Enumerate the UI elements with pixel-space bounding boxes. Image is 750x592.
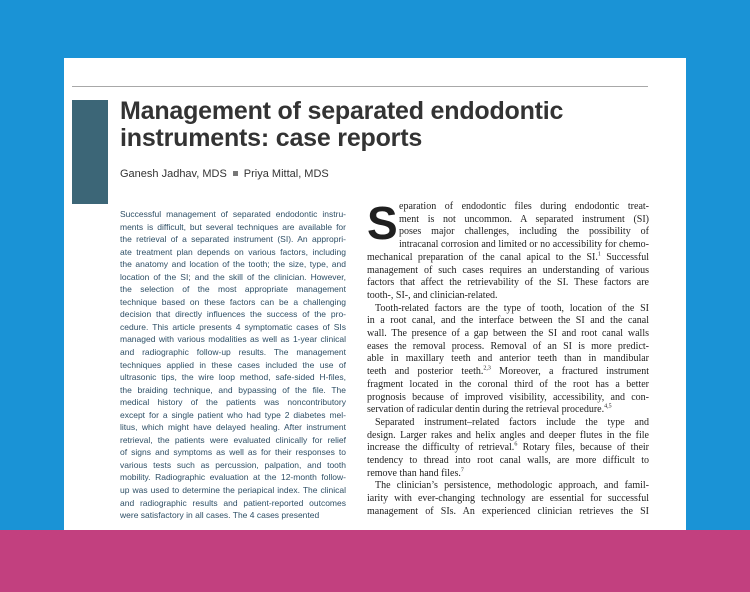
abstract-line: up was used to determine the periapical index. The clinical — [120, 485, 346, 496]
body-line: iarity with ever-changing technology are essential for successful — [367, 493, 649, 505]
body-line: prognosis because of improved visibility, accessibility, and con- — [367, 391, 649, 403]
body-line: wall. The presence of a gap between the SI and root canal walls — [367, 328, 649, 340]
body-line: eases the removal process. Removal of an SI is more predict- — [367, 340, 649, 352]
body-line: Tooth-related factors are the type of tooth, location of the SI — [375, 302, 649, 314]
body-line: The clinician’s persistence, methodologic approach, and famil- — [375, 480, 649, 492]
body-line: in a root canal, and the interface between the SI and the canal — [367, 315, 649, 327]
body-line: factors that affect the retrievability of the SI. These factors are — [367, 277, 649, 289]
body-line: intracanal corrosion and limited or no accessibility for chemo- — [399, 239, 649, 251]
body-line: able in maxillary teeth and anterior teeth than in mandibular — [367, 353, 649, 365]
section-tab — [72, 100, 108, 204]
abstract-line: cedure. This article presents 4 symptomatic cases of SIs — [120, 321, 346, 332]
title-line-2: instruments: case reports — [120, 124, 423, 152]
abstract-line: Successful management of separated endodontic instru- — [120, 209, 346, 219]
article-page — [64, 58, 686, 538]
abstract-line: of signs and symptoms as well as for their responses to — [120, 447, 346, 458]
abstract-line: except for a single patient who had type 2 diabetes mel- — [120, 409, 346, 420]
abstract-line: were satisfactory in all cases. The 4 cases presented — [120, 510, 320, 521]
abstract-line: managed with various modalities as well as 1-year clinical — [120, 334, 346, 345]
body-text — [367, 197, 649, 519]
abstract-line: the retrieval of a separated instrument (SI). An appropri- — [120, 234, 346, 245]
body-line: design. Larger rakes and helix angles and deeper flutes in the file — [367, 429, 649, 441]
body-line: increase the difficulty of retrieval.$^6$ Rotary files, because of their — [367, 442, 649, 454]
drop-cap: S — [367, 197, 398, 249]
abstract-line: the anatomy and location of the tooth; the size, type, and — [120, 259, 346, 270]
body-line: Separated instrument–related factors include the type and — [375, 416, 649, 428]
body-line: teeth and posterior teeth.$^{2,3}$ Moreover, a fractured instrument — [367, 365, 649, 378]
body-line: tooth-, SI-, and clinician-related. — [367, 289, 498, 301]
body-line: mechanical preparation of the canal apical to the SI.$^1$ Successful — [367, 251, 649, 263]
author-1: Ganesh Jadhav, MDS — [120, 168, 227, 180]
body-line: management of SIs. An experienced clinician retrieves the SI — [367, 505, 649, 517]
abstract-line: location of the SI; and the skill of the clinician. However, — [120, 271, 346, 282]
body-line: remove than hand files.$^7$ — [367, 467, 464, 479]
abstract-line: techniques applied in these cases included the use of — [120, 359, 346, 370]
body-line: servation of radicular dentin during the retrieval procedure.$^{4,5}$ — [367, 403, 612, 416]
title-line-1: Management of separated endodontic — [120, 97, 564, 125]
header-rule — [72, 86, 648, 87]
body-line: fragment located in the coronal third of the root has a better — [367, 378, 649, 390]
body-line: ment is not uncommon. A separated instrument (SI) — [399, 213, 649, 225]
abstract-line: ments is difficult, but several techniques are available for — [120, 221, 346, 232]
abstract-line: the selection of the most appropriate management — [120, 284, 346, 295]
abstract-line: decision that directly influences the success of the pro- — [120, 309, 346, 320]
body-line: tendency to thread into root canal walls, are more difficult to — [367, 455, 649, 467]
abstract-line: and radiographic results and patient-reported outcomes — [120, 497, 346, 508]
body-line: eparation of endodontic files during endodontic treat- — [399, 201, 649, 212]
abstract-line: and radiographic follow-up results. The management — [120, 347, 346, 358]
body-line: management of such cases requires an understanding of various — [367, 264, 649, 276]
abstract-line: ultrasonic tips, the wire loop method, safe-sided H-files, — [120, 372, 346, 383]
abstract-line: technique based on these factors can be a challenging — [120, 296, 346, 307]
body-line: poses major challenges, including the possibility of — [399, 226, 649, 238]
author-list — [120, 168, 329, 180]
author-separator — [233, 171, 238, 176]
bottom-color-band — [0, 530, 750, 592]
abstract-line: various tests such as percussion, palpation, and tooth — [120, 459, 346, 470]
author-2: Priya Mittal, MDS — [243, 168, 329, 180]
article-title — [120, 98, 660, 152]
abstract-line: the braiding technique, and bypassing of the file. The — [120, 384, 346, 395]
abstract-line: retrieval, the patients were evaluated clinically for relief — [120, 434, 346, 445]
abstract — [120, 208, 346, 522]
abstract-line: mobility. Radiographic evaluation at the 12-month follow- — [120, 472, 346, 483]
abstract-line: litus, which might have delayed healing. After instrument — [120, 422, 346, 433]
abstract-line: medical history of the patients was noncontributory — [120, 397, 346, 408]
abstract-line: ate treatment plan depends on various factors, including — [120, 246, 346, 257]
